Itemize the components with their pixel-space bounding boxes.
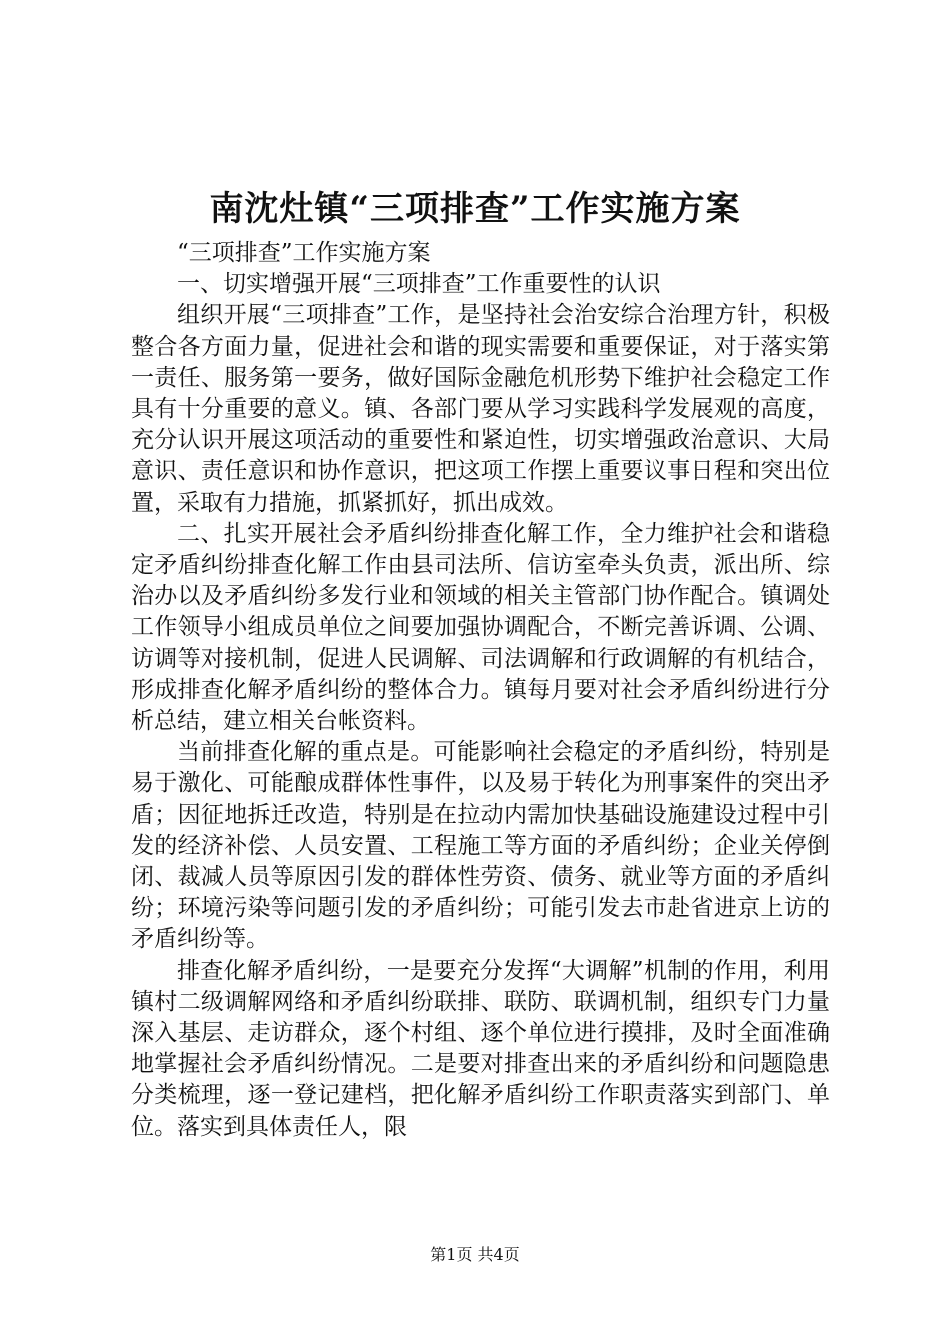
document-body: [131, 238, 830, 1143]
subtitle-paragraph: “三项排查”工作实施方案: [177, 240, 431, 266]
body-paragraph: 组织开展“三项排查”工作，是坚持社会治安综合治理方针，积极整合各方面力量，促进社会和谐的现实需要和重要保证，对于落实第一责任、服务第一要务，做好国际金融危机形势下维护社会稳定工作具有十分重要的意义。镇、各部门要从学习实践科学发展观的高度，充分认识开展这项活动的重要性和紧迫性，切实增强政治意识、大局意识、责任意识和协作意识，把这项工作摆上重要议事日程和突出位置，采取有力措施，抓紧抓好，抓出成效。: [131, 302, 830, 516]
section-heading-2-paragraph: 二、扎实开展社会矛盾纠纷排查化解工作，全力维护社会和谐稳定矛盾纠纷排查化解工作由县司法所、信访室牵头负责，派出所、综治办以及矛盾纠纷多发行业和领域的相关主管部门协作配合。镇调处工作领导小组成员单位之间要加强协调配合，不断完善诉调、公调、访调等对接机制，促进人民调解、司法调解和行政调解的有机结合，形成排查化解矛盾纠纷的整体合力。镇每月要对社会矛盾纠纷进行分析总结，建立相关台帐资料。: [131, 520, 830, 735]
page-number-footer: 第1页 共4页: [430, 1245, 520, 1264]
body-paragraph: 排查化解矛盾纠纷，一是要充分发挥“大调解”机制的作用，利用镇村二级调解网络和矛盾纠纷联排、联防、联调机制，组织专门力量深入基层、走访群众，逐个村组、逐个单位进行摸排，及时全面准确地掌握社会矛盾纠纷情况。二是要对排查出来的矛盾纠纷和问题隐患分类梳理，逐一登记建档，把化解矛盾纠纷工作职责落实到部门、单位。落实到具体责任人，限: [131, 957, 830, 1140]
body-paragraph: 当前排查化解的重点是。可能影响社会稳定的矛盾纠纷，特别是易于激化、可能酿成群体性事件，以及易于转化为刑事案件的突出矛盾；因征地拆迁改造，特别是在拉动内需加快基础设施建设过程中引发的经济补偿、人员安置、工程施工等方面的矛盾纠纷；企业关停倒闭、裁减人员等原因引发的群体性劳资、债务、就业等方面的矛盾纠纷；环境污染等问题引发的矛盾纠纷；可能引发去市赴省进京上访的矛盾纠纷等。: [131, 739, 830, 953]
document-title: 南沈灶镇“三项排查”工作实施方案: [209, 189, 741, 229]
section-heading-1: 一、切实增强开展“三项排查”工作重要性的认识: [177, 271, 661, 298]
